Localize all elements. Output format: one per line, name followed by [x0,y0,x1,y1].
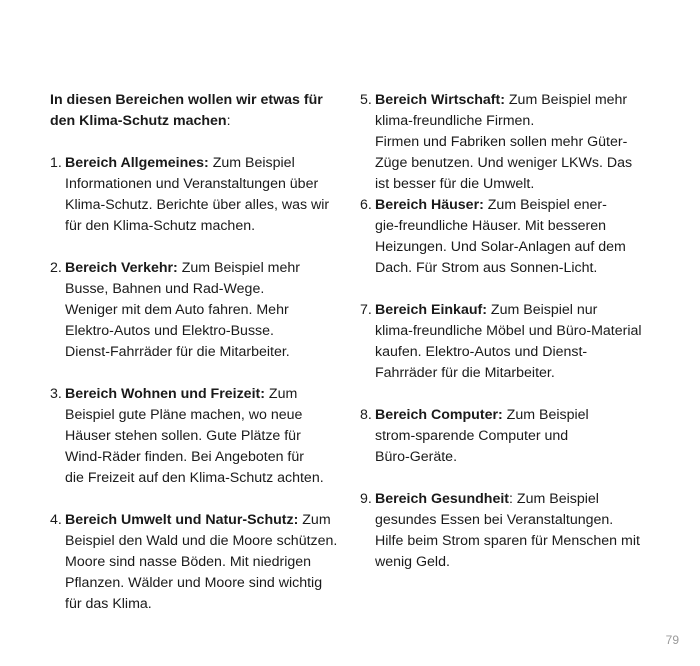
list-item-line: klima-freundliche Möbel und Büro-Material [375,323,642,339]
list-item-line: Wind-Räder finden. Bei Angeboten für [65,449,304,465]
intro-heading-text: In diesen Bereichen wollen wir etwas für den Klima-Schutz machen [50,92,323,129]
list-number: 4. [50,512,62,528]
list-item-line: Hilfe beim Strom sparen für Menschen mit [375,533,640,549]
list-item-8 [360,405,660,468]
intro-heading-colon: : [226,113,231,129]
list-item-text: : Zum Beispiel [509,491,599,507]
list-item-line: Büro-Geräte. [375,449,458,465]
list-item-line: kaufen. Elektro-Autos und Dienst- [375,344,588,360]
list-number: 5. [360,92,372,108]
list-item-line: ist besser für die Umwelt. [375,176,535,192]
list-item-line: Informationen und Veranstaltungen über [65,176,319,192]
list-item-line: Fahrräder für die Mitarbeiter. [375,365,555,381]
list-item-9 [360,489,660,573]
list-item-text: Zum [298,512,331,528]
list-item-heading: Bereich Allgemeines: [65,155,209,171]
list-number: 2. [50,260,62,276]
list-item-1 [50,153,340,237]
list-item-line: Firmen und Fabriken sollen mehr Güter- [375,134,628,150]
list-item-text: Zum [264,386,298,402]
list-number: 7. [360,302,372,318]
list-number: 6. [360,197,372,213]
list-item-text: Zum Beispiel [502,407,589,423]
right-column [360,90,660,573]
list-item-line: gesundes Essen bei Veranstaltungen. [375,512,614,528]
list-item-line: gie-freundliche Häuser. Mit besseren [375,218,607,234]
list-item-5 [360,90,660,195]
list-item-text: Zum Beispiel ener- [483,197,607,213]
list-item-line: Klima-Schutz. Berichte über alles, was wir [65,197,330,213]
list-item-line: Weniger mit dem Auto fahren. Mehr [65,302,289,318]
list-item-line: Pflanzen. Wälder und Moore sind wichtig [65,575,323,591]
list-item-line: Moore sind nasse Böden. Mit niedrigen [65,554,312,570]
list-item-line: Beispiel den Wald und die Moore schützen. [65,533,338,549]
list-item-line: Dienst-Fahrräder für die Mitarbeiter. [65,344,290,360]
list-item-line: strom-sparende Computer und [375,428,569,444]
list-item-heading: Bereich Computer: [375,407,503,423]
list-item-heading: Bereich Häuser: [375,197,484,213]
intro-heading [50,90,340,132]
list-item-line: die Freizeit auf den Klima-Schutz achten. [65,470,324,486]
list-item-7 [360,300,660,384]
list-number: 1. [50,155,62,171]
list-item-heading: Bereich Umwelt und Natur-Schutz: [65,512,299,528]
list-item-3 [50,384,340,489]
list-item-line: für den Klima-Schutz machen. [65,218,256,234]
list-item-line: Dach. Für Strom aus Sonnen-Licht. [375,260,598,276]
list-item-heading: Bereich Verkehr: [65,260,178,276]
list-item-4 [50,510,340,615]
list-item-text: Zum Beispiel nur [486,302,598,318]
list-item-line: klima-freundliche Firmen. [375,113,535,129]
list-number: 9. [360,491,372,507]
list-item-heading: Bereich Einkauf: [375,302,487,318]
list-item-heading: Bereich Gesundheit [375,491,510,507]
list-item-heading: Bereich Wohnen und Freizeit: [65,386,265,402]
list-number: 3. [50,386,62,402]
list-item-line: Busse, Bahnen und Rad-Wege. [65,281,265,297]
list-item-line: Heizungen. Und Solar-Anlagen auf dem [375,239,626,255]
list-item-line: Beispiel gute Pläne machen, wo neue [65,407,303,423]
list-number: 8. [360,407,372,423]
list-item-line: Elektro-Autos und Elektro-Busse. [65,323,274,339]
page-number: 79 [665,633,679,647]
list-item-line: wenig Geld. [375,554,450,570]
list-item-line: Züge benutzen. Und weniger LKWs. Das [375,155,633,171]
list-item-2 [50,258,340,363]
left-column [50,90,340,615]
list-item-heading: Bereich Wirtschaft: [375,92,505,108]
list-item-text: Zum Beispiel [208,155,295,171]
list-item-text: Zum Beispiel mehr [177,260,300,276]
list-item-line: Häuser stehen sollen. Gute Plätze für [65,428,301,444]
list-item-text: Zum Beispiel mehr [504,92,628,108]
list-item-line: für das Klima. [65,596,152,612]
list-item-6 [360,195,660,279]
